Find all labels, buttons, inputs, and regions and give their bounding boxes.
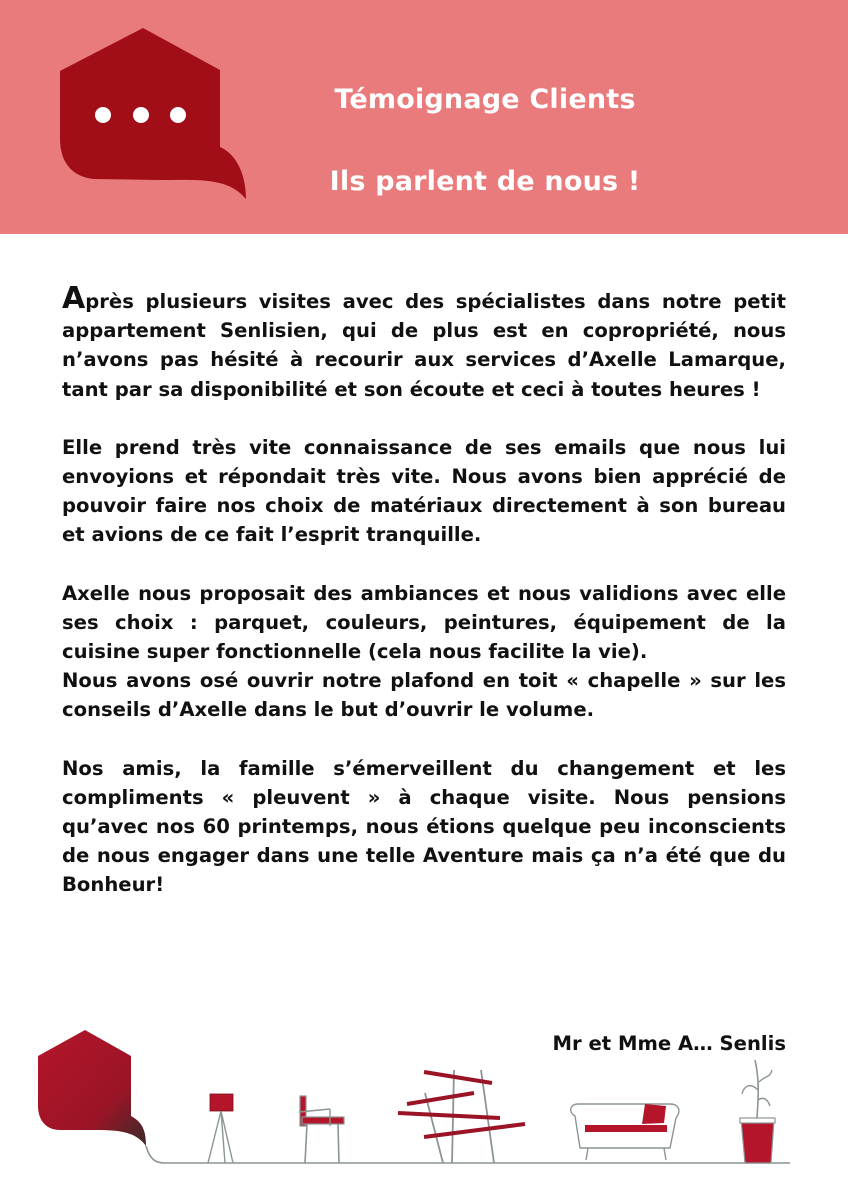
shelving-icon	[398, 1070, 525, 1163]
sofa-icon	[571, 1104, 679, 1160]
floor-lamp-icon	[208, 1094, 233, 1163]
potted-plant-icon	[740, 1060, 775, 1163]
floor-line	[146, 1146, 790, 1163]
dot-icon	[133, 107, 149, 123]
paragraph-1: Après plusieurs visites avec des spécialistes dans notre petit appartement Senlisien, qui de plus est en copropriété, nous n’avons pas hésité à recourir aux services d’Axelle Lamarque, tant par sa disponibilité et son écoute et ceci à toutes heures !	[62, 281, 786, 401]
testimonial-body	[62, 281, 786, 929]
page-subtitle: Ils parlent de nous !	[329, 166, 641, 197]
header-banner	[0, 0, 848, 234]
dropcap: A	[62, 281, 86, 316]
footer-illustration	[0, 1020, 848, 1180]
paragraph-2: Elle prend très vite connaissance de ses emails que nous lui envoyions et répondait très vite. Nous avons bien apprécié de pouvoir faire nos choix de matériaux directement à son bureau et avions de ce fait l’esprit tranquille.	[62, 435, 786, 547]
house-speech-bubble-icon	[58, 27, 248, 202]
armchair-icon	[299, 1096, 344, 1163]
signature: Mr et Mme A… Senlis	[552, 1032, 786, 1055]
paragraph-3: Axelle nous proposait des ambiances et nous validions avec elle ses choix : parquet, couleurs, peintures, équipement de la cuisine super fonctionnelle (cela nous facilite la vie).	[62, 581, 786, 664]
page-title: Témoignage Clients	[334, 84, 636, 115]
paragraph-4: Nous avons osé ouvrir notre plafond en toit « chapelle » sur les conseils d’Axelle dans le but d’ouvrir le volume.	[62, 669, 786, 722]
dot-icon	[95, 107, 111, 123]
house-bubble-icon	[38, 1030, 146, 1146]
dot-icon	[170, 107, 186, 123]
paragraph-5: Nos amis, la famille s’émerveillent du changement et les compliments « pleuvent » à chaque visite. Nous pensions qu’avec nos 60 printemps, nous étions quelque peu inconscients de nous engager dans une telle Aventure mais ça n’a été que du Bonheur!	[62, 756, 786, 897]
